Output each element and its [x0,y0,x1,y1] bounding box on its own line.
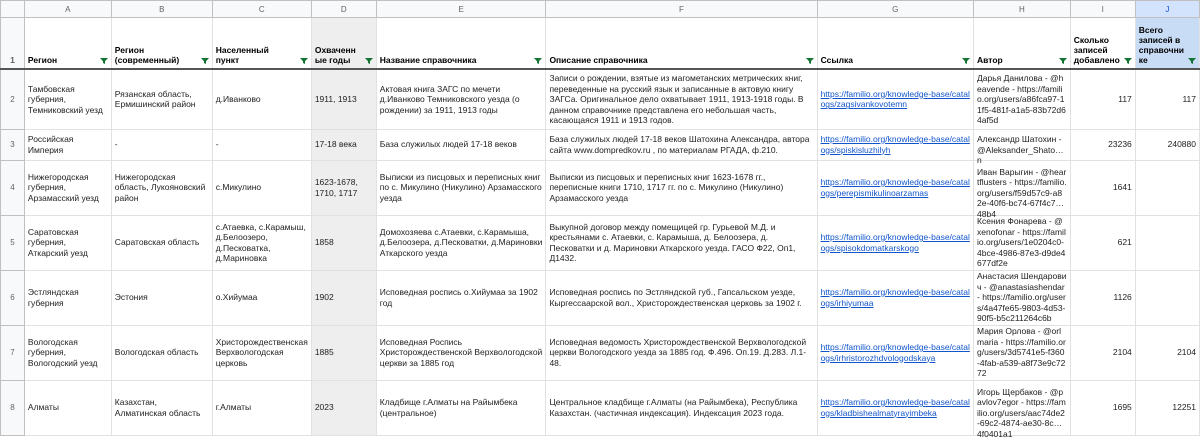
table-cell[interactable] [24,69,111,129]
header-label: Охваченн ые годы [314,45,356,65]
table-cell[interactable] [376,69,546,129]
table-row [1,215,1200,270]
cell-text: 1623-1678, 1710, 1717 [314,177,358,198]
table-cell[interactable] [311,215,376,270]
row-number[interactable]: 8 [1,380,25,435]
cell-text: Алматы [27,402,59,413]
table-cell[interactable] [546,215,817,270]
filter-icon[interactable] [806,58,814,64]
cell-text: База служилых людей 17-18 веков [379,139,517,150]
table-cell[interactable] [1135,69,1199,129]
table-cell[interactable] [212,215,311,270]
table-cell[interactable] [974,380,1071,439]
cell-text: 117 [1118,94,1132,104]
table-cell[interactable] [311,380,376,435]
cell-text: Иван Варыгин - @heartflusters - https://familio.org/users/f59d57c9-a82e-40f6-bc74-67f4c73348b4 [977,166,1067,219]
catalog-link[interactable]: https://familio.org/knowledge-base/catalogs/irhiyumaa [820,287,970,308]
table-cell[interactable] [1070,69,1135,129]
table-cell[interactable] [546,160,817,215]
table-cell[interactable] [212,325,311,380]
cell-text: Ксения Фонарева - @xenofonar - https://familio.org/users/1e0204c0-4bce-4986-87e3-d9de4677df2e [977,216,1066,269]
header-cell[interactable] [546,18,817,70]
cell-text: Казахстан, Алматинская область [114,397,201,418]
column-letter-j[interactable]: J [1135,1,1199,18]
table-cell[interactable] [311,129,376,160]
cell-text: 2104 [1112,347,1132,358]
cell-text: Российская Империя [27,134,74,155]
table-cell[interactable] [1135,215,1199,270]
table-cell[interactable] [376,380,546,435]
cell-text: о.Хийумаа [215,292,258,303]
cell-text: 1858 [314,237,334,248]
cell-text: 621 [1117,237,1132,248]
cell-text: 1126 [1113,292,1132,303]
catalog-link[interactable]: https://familio.org/knowledge-base/catalogs/spisokdomatkarskogo [820,232,970,253]
cell-text: Эстония [114,292,148,303]
header-label: Ссылка [820,55,853,65]
row-number[interactable]: 7 [1,325,25,380]
table-cell[interactable] [974,215,1071,270]
cell-text: Вологодская губерния, Вологодский уезд [27,336,98,368]
table-cell[interactable] [974,69,1071,129]
table-cell[interactable] [546,69,817,129]
table-cell[interactable] [24,129,111,160]
column-header-row [1,1,1200,18]
table-cell[interactable] [817,380,973,435]
table-row [1,325,1200,380]
catalog-link[interactable]: https://familio.org/knowledge-base/catalogs/perepismikulinoarzamas [820,177,970,198]
table-cell[interactable] [546,380,817,435]
header-cell[interactable] [212,18,311,70]
header-label: Описание справочника [549,55,648,65]
table-cell[interactable] [212,270,311,325]
table-cell[interactable] [24,380,111,435]
table-cell[interactable] [376,325,546,380]
header-label: Населенный пункт [215,45,269,65]
catalog-link[interactable]: https://familio.org/knowledge-base/catalogs/zagsivankovotemn [820,88,970,110]
table-cell[interactable] [974,160,1071,219]
header-label: Регион (современный) [114,45,180,65]
table-cell[interactable] [24,270,111,325]
column-letter-c[interactable]: C [212,1,311,18]
cell-text: Анастасия Шендарович - @anastasiashendar - https://familio.org/users/4a47fe65-9803-4d53-90f5-b5c211264c6b [977,271,1067,324]
table-cell[interactable] [1135,160,1199,215]
filter-icon[interactable] [534,58,542,64]
column-letter-a[interactable]: A [24,1,111,18]
cell-text: Рязанская область, Ермишинский район [114,88,196,110]
cell-text: - [215,139,219,150]
cell-text: Эстляндская губерния [27,287,79,308]
header-cell[interactable] [376,18,546,70]
cell-text: Христорождественская Верхвологодская церковь [215,336,308,368]
table-cell[interactable] [546,325,817,380]
table-cell[interactable] [376,215,546,270]
cell-text: Нижегородская область, Лукояновский район [114,171,206,203]
select-all-corner[interactable] [1,1,25,18]
header-cell[interactable] [817,18,973,70]
cell-text: - [114,139,118,150]
cell-text: 240880 [1167,139,1196,150]
filter-icon[interactable] [1124,58,1132,64]
column-letter-e[interactable]: E [376,1,546,18]
cell-text: Выкупной договор между помещицей гр. Гурьевой М.Д. и крестьянами с. Атаевки, с. Карамыша, д. Белоозера, д. Песковатки и д. Мариновки Аткарского уезда. ГАСО Ф22, Оп1, Д1432. [549,221,796,263]
table-cell[interactable] [111,160,212,215]
cell-text: Вологодская область [114,347,199,358]
table-cell[interactable] [1070,129,1135,160]
table-cell[interactable] [1070,270,1135,325]
table-cell[interactable] [817,325,973,380]
header-label: Всего записей в справочни ке [1138,25,1184,65]
table-row [1,129,1200,160]
filter-icon[interactable] [365,58,373,64]
header-label: Автор [977,55,1003,65]
cell-text: Дарья Данилова - @heavende - https://familio.org/users/a86fca97-11f5-481f-a1a5-83b72d64af5d [977,73,1066,125]
cell-text: Саратовская губерния, Аткарский уезд [27,226,88,258]
table-row [1,270,1200,325]
table-cell[interactable] [1070,380,1135,435]
table-row [1,69,1200,129]
cell-text: База служилых людей 17-18 веков Шатохина Александра, автора сайта www.dompredkov.ru , по материалам РГАДА, ф.210. [549,134,810,155]
filter-icon[interactable] [962,58,970,64]
table-cell[interactable] [376,129,546,160]
table-cell[interactable] [376,270,546,325]
cell-text: 2104 [1177,347,1196,358]
table-cell[interactable] [817,160,973,215]
cell-text: с.Атаевка, с.Карамыш, д.Белоозеро, д.Песковатка, д.Мариновка [215,221,306,263]
table-cell[interactable] [1070,215,1135,270]
header-row [1,18,1200,70]
table-cell[interactable] [311,69,376,129]
cell-text: 1902 [314,292,334,303]
table-cell[interactable] [24,325,111,380]
table-cell[interactable] [546,129,817,160]
table-cell[interactable] [111,129,212,160]
cell-text: с.Микулино [215,182,262,193]
row-number[interactable]: 6 [1,270,25,325]
table-cell[interactable] [817,270,973,325]
column-letter-d[interactable]: D [311,1,376,18]
cell-text: Нижегородская губерния, Арзамасский уезд [27,171,99,203]
filter-icon[interactable] [1059,58,1067,64]
table-row [1,380,1200,435]
table-cell[interactable] [817,69,973,129]
table-cell[interactable] [1070,160,1135,215]
cell-text: Домохозяева с.Атаевки, с.Карамыша, д.Белоозера, д.Песковатки, д.Мариновки Аткарского уезда [379,226,543,258]
cell-text: Исповедная роспись о.Хийумаа за 1902 год [379,287,538,308]
table-cell[interactable] [111,270,212,325]
filter-icon[interactable] [201,58,209,64]
table-cell[interactable] [1135,380,1199,435]
row-number[interactable]: 2 [1,69,25,129]
table-cell[interactable] [212,160,311,215]
row-number[interactable]: 4 [1,160,25,215]
table-cell[interactable] [111,380,212,435]
cell-text: 1911, 1913 [314,94,357,104]
cell-text: Выписки из писцовых и переписных книг 1623-1678 гг., переписные книги 1710, 1717 гг. по с. Микулино (Никулино) Арзамасского уезда [549,171,784,203]
table-cell[interactable] [111,325,212,380]
table-cell[interactable] [1135,325,1199,380]
table-cell[interactable] [311,160,376,215]
catalog-link[interactable]: https://familio.org/knowledge-base/catalogs/irhristorozhdvologodskaya [820,342,970,363]
table-cell[interactable] [546,270,817,325]
header-label: Сколько записей добавлено [1073,35,1120,65]
cell-text: Исповедная роспись по Эстляндской губ., Гапсальском уезде, Кыргессаарской вол., Христорождественская церковь за 1902 г. [549,287,802,308]
table-cell[interactable] [376,160,546,215]
catalog-link[interactable]: https://familio.org/knowledge-base/catalogs/kladbishealmatyrayimbeka [820,397,970,418]
table-cell[interactable] [974,270,1071,325]
cell-text: 1885 [314,347,334,358]
table-cell[interactable] [974,129,1071,165]
cell-text: Записи о рождении, взятые из магометанских метрических книг, переведенные на русский язык и записанные в актовую книгу ЗАГСа. Оригинальное дело охватывает 1911, 1913-1918 годы. В данном справочнике представлена его небольшая часть, касающаяся 1911 и 1913 годов. [549,73,804,125]
table-cell[interactable] [311,325,376,380]
cell-text: Кладбище г.Алматы на Райымбека (центральное) [379,397,518,418]
cell-text: Игорь Щербаков - @pavlov7egor - https://familio.org/users/aac74de2-69c2-4874-ae30-8caa4f0401a1 [977,386,1066,439]
table-cell[interactable] [111,215,212,270]
column-letter-b[interactable]: B [111,1,212,18]
table-cell[interactable] [24,215,111,270]
cell-text: 1641 [1112,182,1132,193]
filter-icon[interactable] [1188,58,1196,64]
column-letter-f[interactable]: F [546,1,817,18]
header-label: Регион [27,55,58,65]
header-cell[interactable] [111,18,212,70]
table-cell[interactable] [111,69,212,129]
header-cell[interactable] [311,18,376,70]
table-cell[interactable] [24,160,111,215]
cell-text: 1695 [1112,402,1132,413]
table-cell[interactable] [212,129,311,160]
cell-text: Исповедная ведомость Христорождественской Верхвологодской церкви Вологодского уезда за 1885 год. Ф.496. Оп.19. Д.283. Л.1-48. [549,336,807,368]
table-cell[interactable] [1135,270,1199,325]
cell-text: Тамбовская губерния, Темниковский уезд [27,83,103,115]
row-number[interactable]: 1 [1,18,25,70]
catalog-link[interactable]: https://familio.org/knowledge-base/catalogs/spiskisluzhilyh [820,134,970,155]
table-cell[interactable] [311,270,376,325]
cell-text: г.Алматы [215,402,252,413]
column-letter-g[interactable]: G [817,1,973,18]
header-cell[interactable] [974,18,1071,70]
cell-text: Выписки из писцовых и переписных книг по с. Микулино (Никулино) Арзамасского уезда [379,171,542,203]
table-cell[interactable] [817,129,973,160]
table-cell[interactable] [817,215,973,270]
column-letter-h[interactable]: H [974,1,1071,18]
row-number[interactable]: 3 [1,129,25,160]
cell-text: Саратовская область [114,237,200,248]
filter-icon[interactable] [300,58,308,64]
cell-text: Центральное кладбище г.Алматы (на Райымбека), Республика Казахстан. (частичная индексация). Индексация 2023 года. [549,397,798,418]
cell-text: Мария Орлова - @orlmaria - https://familio.org/users/3d5741e5-f360-4fab-a539-a8f73e9c7272 [977,326,1066,379]
cell-text: 12251 [1172,402,1196,413]
header-label: Название справочника [379,55,477,65]
filter-icon[interactable] [100,58,108,64]
cell-text: Александр Шатохин - @Aleksander_Shatokhin [977,134,1066,165]
cell-text: 17-18 века [314,139,357,150]
cell-text: д.Иванково [215,94,261,104]
column-letter-i[interactable]: I [1070,1,1135,18]
header-cell[interactable] [1070,18,1135,70]
cell-text: Исповедная Роспись Христорождественской Верхвологодской церкви за 1885 год [379,336,543,368]
header-cell[interactable] [24,18,111,70]
row-number[interactable]: 5 [1,215,25,270]
table-cell[interactable] [974,325,1071,380]
cell-text: 2023 [314,402,334,413]
cell-text: Актовая книга ЗАГС по мечети д.Иванково Темниковского уезда (о рождении) за 1911, 1913 годы [379,83,520,115]
table-cell[interactable] [1070,325,1135,380]
table-cell[interactable] [212,69,311,129]
table-cell[interactable] [1135,129,1199,160]
table-cell[interactable] [212,380,311,435]
cell-text: 117 [1182,94,1196,104]
table-row [1,160,1200,215]
cell-text: 23236 [1108,139,1132,150]
header-cell[interactable] [1135,18,1199,70]
